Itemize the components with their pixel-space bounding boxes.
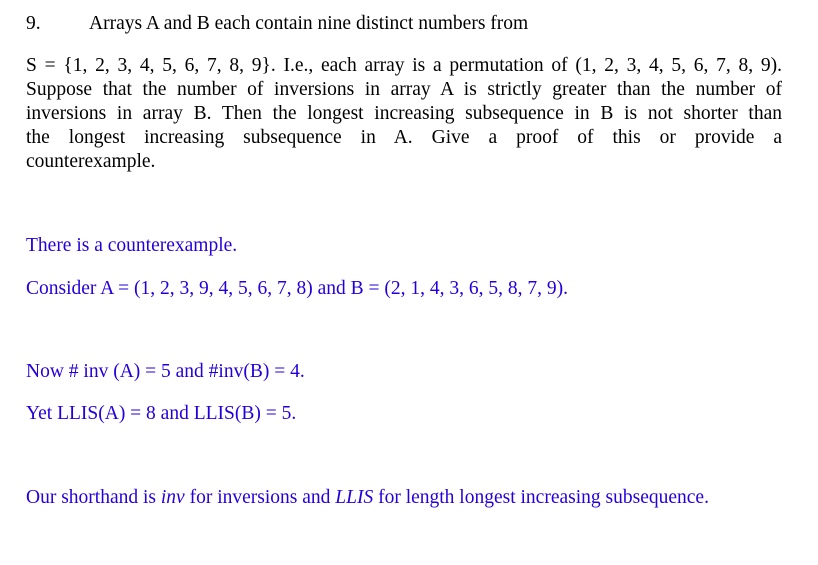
- shorthand-inv: inv: [160, 487, 185, 508]
- answer-statement: There is a counterexample.: [26, 235, 238, 256]
- shorthand-llis: LLIS: [335, 487, 374, 508]
- answer-llis: Yet LLIS(A) = 8 and LLIS(B) = 5.: [26, 403, 297, 424]
- problem-line-3: inversions in array B. Then the longest increasing subsequence in B is not shorter than: [26, 103, 782, 124]
- shorthand-prefix: Our shorthand is: [26, 487, 161, 508]
- shorthand-suffix: for length longest increasing subsequence.: [373, 487, 709, 508]
- problem-line-1: S = {1, 2, 3, 4, 5, 6, 7, 8, 9}. I.e., each array is a permutation of (1, 2, 3, 4, 5, 6, 7, 8, 9).: [26, 55, 782, 76]
- answer-inversions: Now # inv (A) = 5 and #inv(B) = 4.: [26, 361, 305, 382]
- answer-consider: Consider A = (1, 2, 3, 9, 4, 5, 6, 7, 8) and B = (2, 1, 4, 3, 6, 5, 8, 7, 9).: [26, 278, 568, 299]
- problem-line-5: counterexample.: [26, 151, 156, 172]
- problem-first-line: Arrays A and B each contain nine distinct numbers from: [89, 13, 529, 34]
- answer-shorthand: [26, 486, 709, 510]
- problem-line-4: the longest increasing subsequence in A. Give a proof of this or provide a: [26, 127, 782, 148]
- problem-line-2: Suppose that the number of inversions in array A is strictly greater than the number of: [26, 79, 782, 100]
- problem-number: 9.: [26, 13, 41, 34]
- problem-paragraph: [26, 54, 782, 174]
- shorthand-mid: for inversions and: [184, 487, 336, 508]
